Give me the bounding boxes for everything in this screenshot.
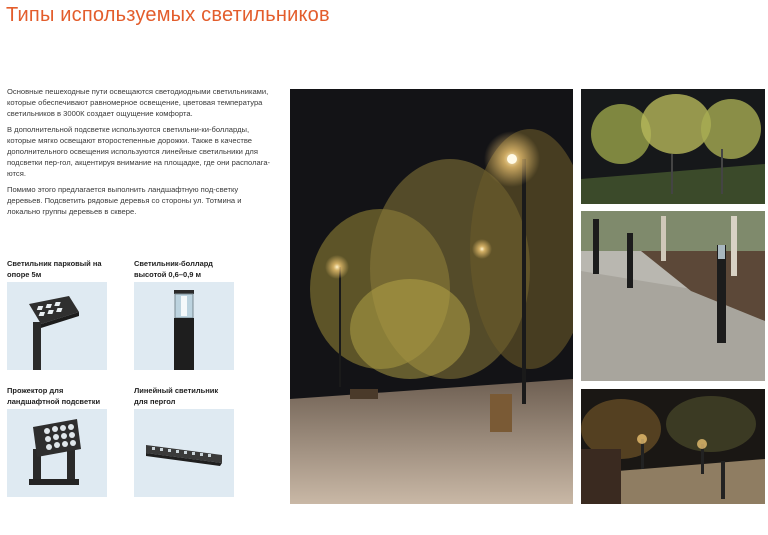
floodlight-icon <box>7 409 107 497</box>
fixture-park-lamp <box>7 258 107 370</box>
bollard-lamp-icon <box>134 282 234 370</box>
paragraph-tree-lighting: Помимо этого предлагается выполнить ландшафтную под-светку деревьев. Подсветить рядовые деревья со стороны ул. Тотмина и локально группы деревьев в сквере. <box>7 185 242 216</box>
paragraph-main-paths: Основные пешеходные пути освещаются светодиодными светильниками, которые обеспечивают равномерное освещение, цветовая температура светильников в 3000К создает ощущение комфорта. <box>7 87 269 118</box>
bollards-day-photo <box>581 211 765 381</box>
page-title: Типы используемых светильников <box>6 4 330 26</box>
paragraph-bollards: В дополнительной подсветке используются светильни-ки-болларды, которые мягко освещают второстепенные дорожки. Также в качестве дополнительного освещения используются линейные светильники для подсветки пер-гол, акцентируя внимание на площадке, где они располага-ются. <box>7 125 271 178</box>
fixture-caption: Светильник парковый на опоре 5м <box>7 259 102 279</box>
fixture-caption: Прожектор для ландшафтной подсветки <box>7 386 101 406</box>
park-lamp-icon <box>7 282 107 370</box>
main-park-night-photo <box>290 89 573 504</box>
fixture-linear-lamp <box>134 385 234 497</box>
fixture-bollard <box>134 258 234 370</box>
fixture-caption: Линейный светильник для пергол <box>134 386 219 406</box>
evening-path-photo <box>581 389 765 504</box>
trees-night-photo <box>581 89 765 204</box>
linear-lamp-icon <box>134 409 234 497</box>
fixture-floodlight <box>7 385 107 497</box>
description-text <box>7 86 275 222</box>
fixture-caption: Светильник-боллард высотой 0,6–0,9 м <box>134 259 213 279</box>
